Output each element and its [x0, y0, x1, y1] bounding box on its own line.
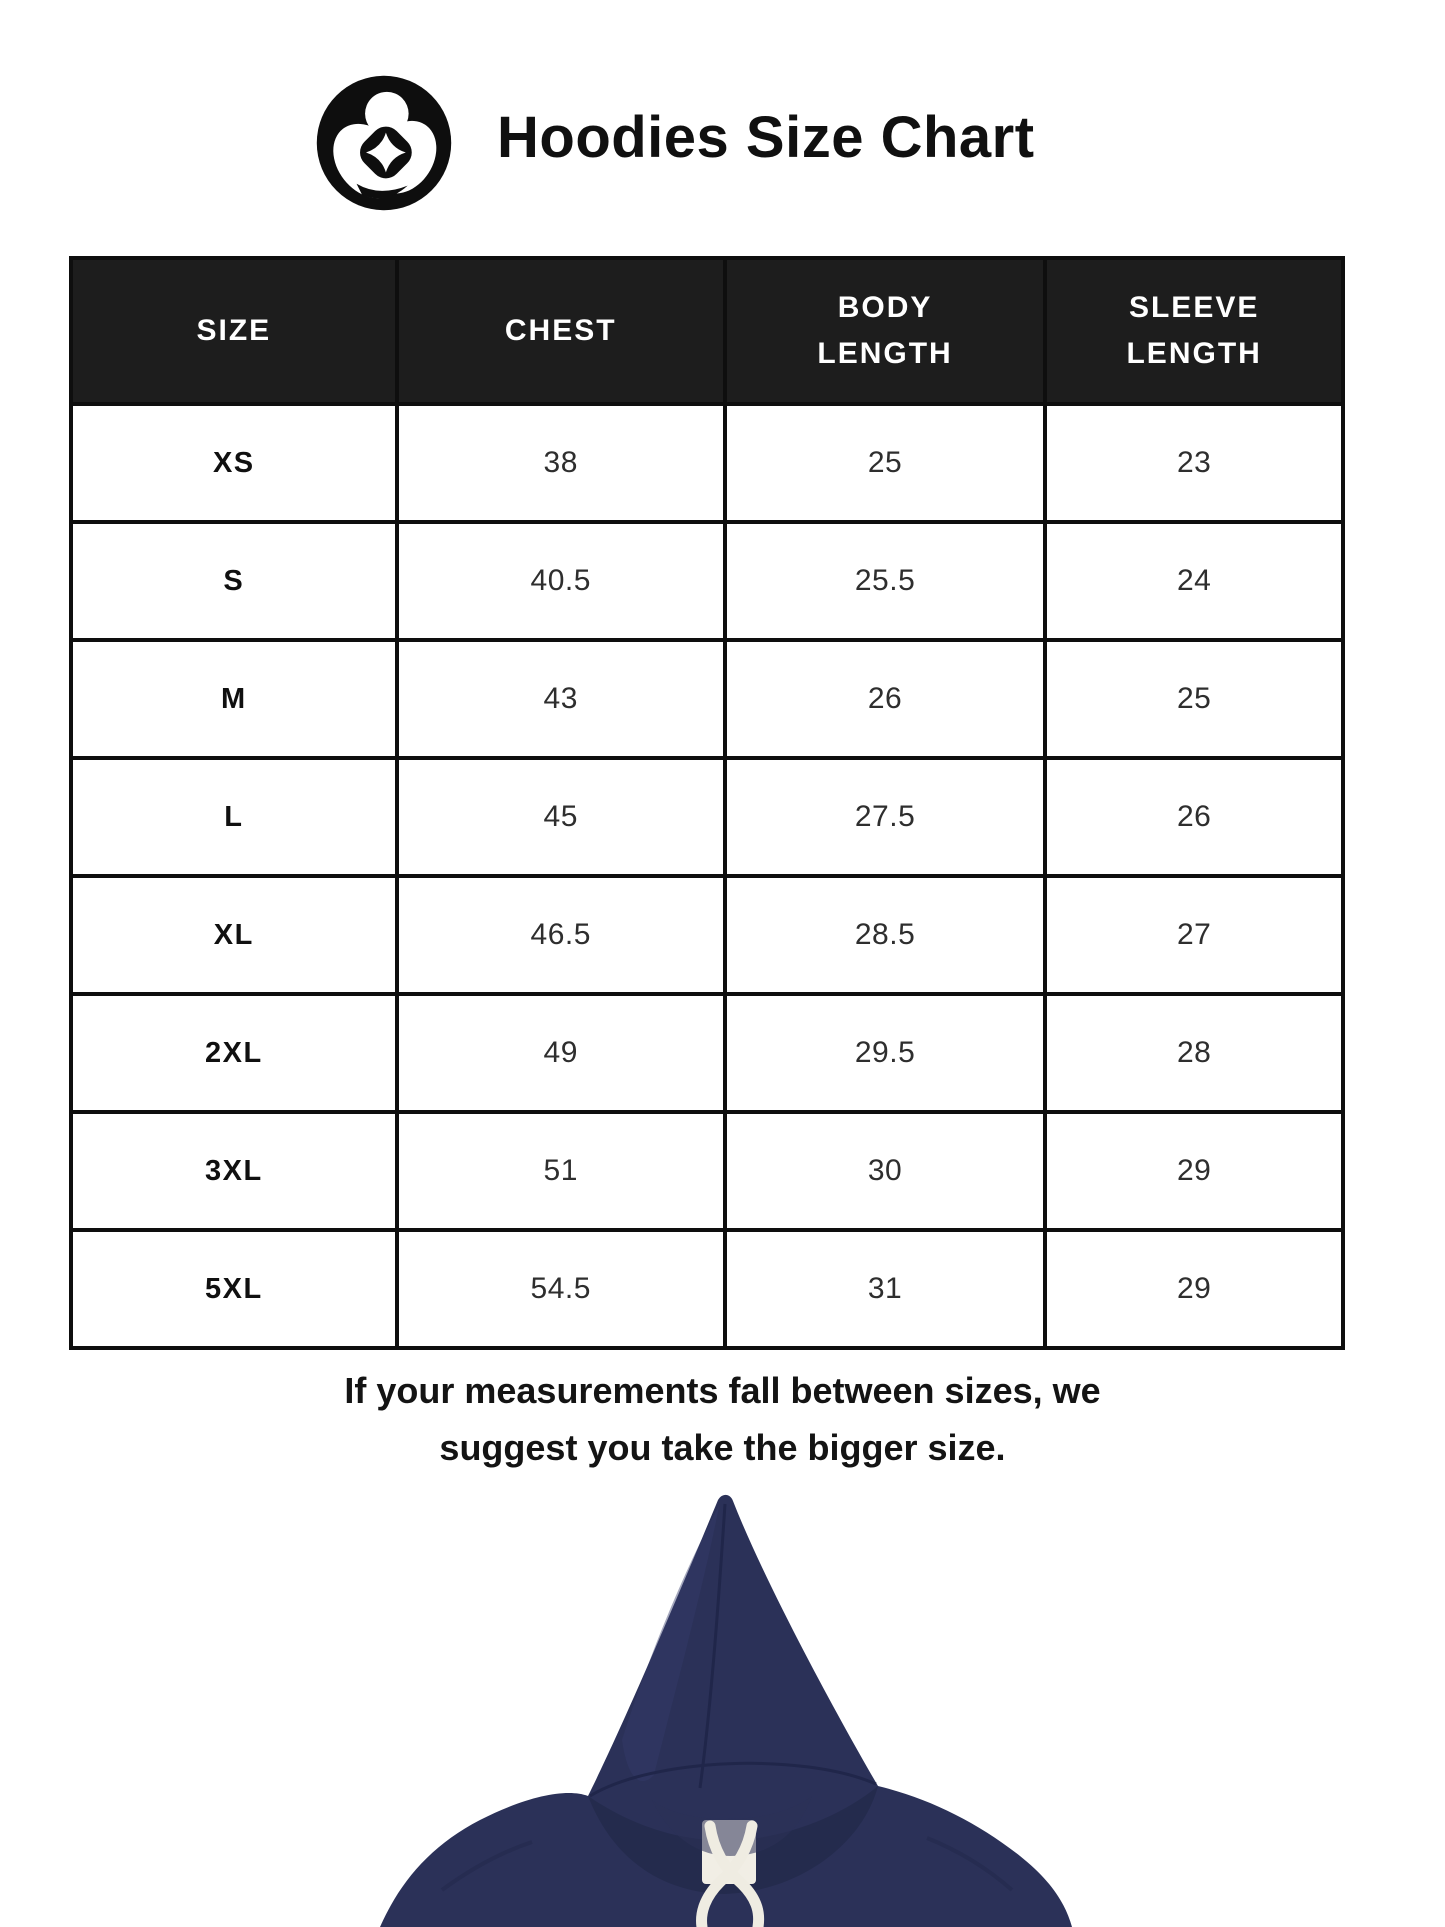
header-cell-chest — [397, 258, 725, 404]
table-row-m — [71, 640, 1343, 758]
cell-m-size: M — [71, 640, 397, 758]
header-label-size: SIZE — [196, 313, 272, 347]
cell-s-sleeve-length: 24 — [1045, 522, 1343, 640]
cell-2xl-sleeve-length: 28 — [1045, 994, 1343, 1112]
cell-2xl-size: 2XL — [71, 994, 397, 1112]
header-cell-size — [71, 258, 397, 404]
cell-5xl-size: 5XL — [71, 1230, 397, 1348]
table-row-l — [71, 758, 1343, 876]
cell-m-chest: 43 — [397, 640, 725, 758]
cell-xs-sleeve-length: 23 — [1045, 404, 1343, 522]
sizing-note-line-1: If your measurements fall between sizes, we — [344, 1370, 1101, 1411]
cell-3xl-size: 3XL — [71, 1112, 397, 1230]
cell-xl-sleeve-length: 27 — [1045, 876, 1343, 994]
table-row-2xl — [71, 994, 1343, 1112]
table-row-3xl — [71, 1112, 1343, 1230]
header-cell-body-length — [725, 258, 1046, 404]
cell-5xl-body-length: 31 — [725, 1230, 1046, 1348]
table-row-xl — [71, 876, 1343, 994]
page-title: Hoodies Size Chart — [497, 105, 1035, 170]
cell-s-body-length: 25.5 — [725, 522, 1046, 640]
header-cell-sleeve-length — [1045, 258, 1343, 404]
cell-xs-chest: 38 — [397, 404, 725, 522]
cell-l-chest: 45 — [397, 758, 725, 876]
cell-5xl-sleeve-length: 29 — [1045, 1230, 1343, 1348]
cell-3xl-sleeve-length: 29 — [1045, 1112, 1343, 1230]
cell-xl-body-length: 28.5 — [725, 876, 1046, 994]
cell-3xl-body-length: 30 — [725, 1112, 1046, 1230]
hoodie-image — [322, 1490, 1122, 1927]
cell-l-body-length: 27.5 — [725, 758, 1046, 876]
cell-5xl-chest: 54.5 — [397, 1230, 725, 1348]
table-row-s — [71, 522, 1343, 640]
cell-s-size: S — [71, 522, 397, 640]
header-label-chest: CHEST — [504, 313, 617, 347]
cell-xl-chest: 46.5 — [397, 876, 725, 994]
table-row-5xl — [71, 1230, 1343, 1348]
header-label-sleeve-length: SLEEVE LENGTH — [1126, 290, 1262, 370]
sizing-note-line-2: suggest you take the bigger size. — [439, 1427, 1006, 1468]
cell-m-sleeve-length: 25 — [1045, 640, 1343, 758]
cell-2xl-chest: 49 — [397, 994, 725, 1112]
cell-xs-body-length: 25 — [725, 404, 1046, 522]
table-row-xs — [71, 404, 1343, 522]
cell-xs-size: XS — [71, 404, 397, 522]
cell-l-sleeve-length: 26 — [1045, 758, 1343, 876]
brand-logo-icon — [313, 72, 455, 214]
cell-xl-size: XL — [71, 876, 397, 994]
header-label-body-length: BODY LENGTH — [817, 290, 953, 370]
cell-m-body-length: 26 — [725, 640, 1046, 758]
cell-3xl-chest: 51 — [397, 1112, 725, 1230]
cell-2xl-body-length: 29.5 — [725, 994, 1046, 1112]
sizing-note — [0, 1362, 1445, 1476]
table-header-row — [71, 258, 1343, 404]
cell-l-size: L — [71, 758, 397, 876]
size-chart-table — [69, 256, 1345, 1350]
cell-s-chest: 40.5 — [397, 522, 725, 640]
hoodie-photo — [322, 1490, 1122, 1927]
